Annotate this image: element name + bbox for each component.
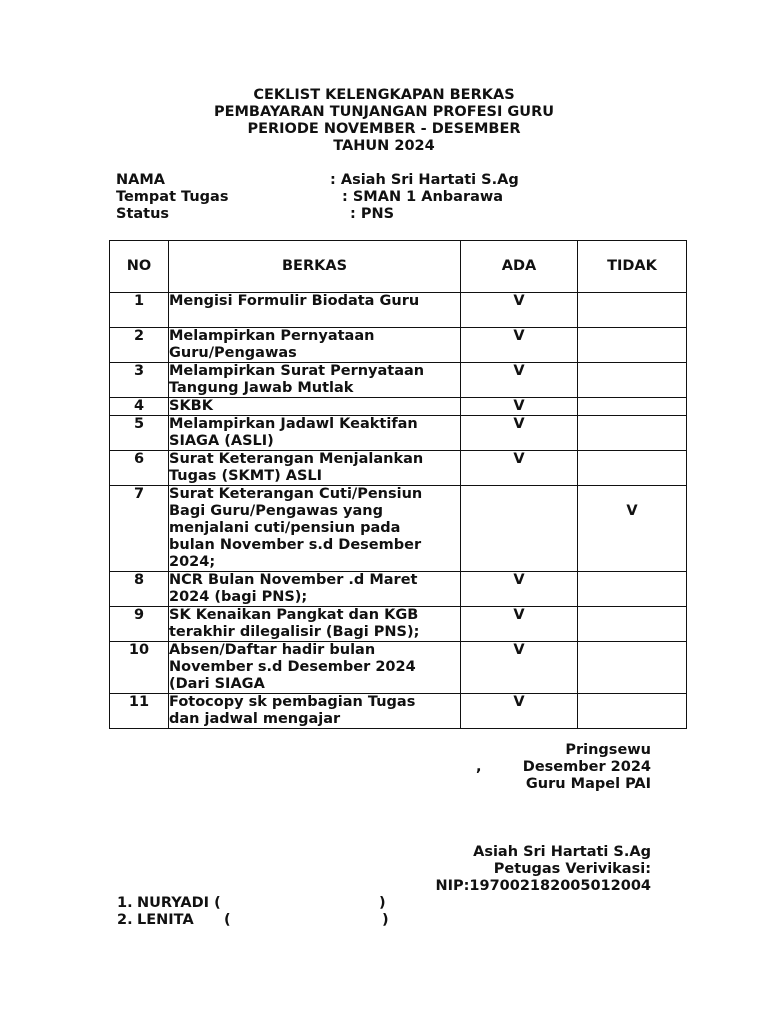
berkas-line: (Dari SIAGA — [169, 676, 265, 692]
row-berkas — [169, 451, 461, 486]
row-berkas — [169, 607, 461, 642]
table-row — [110, 607, 687, 642]
row-no: 6 — [110, 451, 169, 486]
berkas-line: terakhir dilegalisir (Bagi PNS); — [169, 624, 420, 640]
berkas-line: SK Kenaikan Pangkat dan KGB — [169, 607, 419, 623]
row-ada: V — [461, 607, 578, 642]
signature-date: Desember 2024 — [522, 759, 651, 775]
table-header-row — [110, 241, 687, 293]
row-berkas — [169, 398, 461, 416]
verifier-2-close: ) — [382, 912, 389, 928]
signature-place: Pringsewu — [565, 742, 651, 758]
checklist-table — [109, 240, 687, 729]
berkas-line: SKBK — [169, 398, 213, 414]
header-berkas: BERKAS — [169, 241, 461, 293]
row-ada — [461, 486, 578, 572]
row-tidak — [578, 363, 687, 398]
title-line-1: CEKLIST KELENGKAPAN BERKAS — [253, 87, 515, 103]
row-berkas — [169, 416, 461, 451]
verifier-1-number: 1. — [117, 895, 133, 911]
header-ada: ADA — [461, 241, 578, 293]
row-no: 4 — [110, 398, 169, 416]
berkas-line: Melampirkan Jadawl Keaktifan — [169, 416, 418, 432]
berkas-line: Melampirkan Surat Pernyataan — [169, 363, 425, 379]
berkas-line: Surat Keterangan Cuti/Pensiun — [169, 486, 423, 502]
row-tidak — [578, 642, 687, 694]
row-berkas — [169, 293, 461, 328]
row-tidak — [578, 328, 687, 363]
verifier-1-close: ) — [379, 895, 386, 911]
table-row — [110, 486, 687, 572]
row-ada: V — [461, 642, 578, 694]
header-no: NO — [110, 241, 169, 293]
table-row — [110, 416, 687, 451]
berkas-line: SIAGA (ASLI) — [169, 433, 274, 449]
verifier-label: Petugas Verivikasi: — [493, 861, 651, 877]
status-label: Status — [116, 206, 170, 222]
row-no: 8 — [110, 572, 169, 607]
berkas-line: Bagi Guru/Pengawas yang — [169, 503, 383, 519]
berkas-line: November s.d Desember 2024 — [169, 659, 416, 675]
row-berkas — [169, 486, 461, 572]
signature-role: Guru Mapel PAI — [525, 776, 651, 792]
table-row — [110, 642, 687, 694]
berkas-line: Tangung Jawab Mutlak — [169, 380, 354, 396]
row-ada: V — [461, 572, 578, 607]
signature-name: Asiah Sri Hartati S.Ag — [473, 844, 651, 860]
row-tidak — [578, 451, 687, 486]
nama-label: NAMA — [116, 172, 166, 188]
row-ada: V — [461, 328, 578, 363]
table-row — [110, 694, 687, 729]
row-ada: V — [461, 416, 578, 451]
row-no: 3 — [110, 363, 169, 398]
berkas-line: NCR Bulan November .d Maret — [169, 572, 418, 588]
title-line-2: PEMBAYARAN TUNJANGAN PROFESI GURU — [213, 104, 555, 120]
row-ada: V — [461, 293, 578, 328]
berkas-line: Melampirkan Pernyataan — [169, 328, 375, 344]
nama-value: : Asiah Sri Hartati S.Ag — [330, 172, 519, 188]
berkas-line: bulan November s.d Desember — [169, 537, 422, 553]
berkas-line: Tugas (SKMT) ASLI — [169, 468, 323, 484]
row-tidak — [578, 293, 687, 328]
berkas-line: 2024 (bagi PNS); — [169, 589, 308, 605]
berkas-line: Mengisi Formulir Biodata Guru — [169, 293, 420, 309]
berkas-line: 2024; — [169, 554, 216, 570]
table-row — [110, 363, 687, 398]
verifier-1-name: NURYADI ( — [137, 895, 221, 911]
verifier-2-open: ( — [224, 912, 231, 928]
verifier-2-number: 2. — [117, 912, 133, 928]
row-tidak — [578, 694, 687, 729]
row-no: 1 — [110, 293, 169, 328]
row-ada: V — [461, 694, 578, 729]
signature-comma: , — [476, 759, 482, 775]
berkas-line: Absen/Daftar hadir bulan — [169, 642, 376, 658]
row-no: 10 — [110, 642, 169, 694]
row-no: 7 — [110, 486, 169, 572]
table-row — [110, 572, 687, 607]
row-tidak — [578, 607, 687, 642]
tidak-mark: V — [626, 503, 638, 519]
row-tidak — [578, 572, 687, 607]
title-line-3: PERIODE NOVEMBER - DESEMBER — [247, 121, 521, 137]
verifier-nip: NIP:197002182005012004 — [435, 878, 651, 894]
row-ada: V — [461, 398, 578, 416]
row-berkas — [169, 694, 461, 729]
tempat-tugas-label: Tempat Tugas — [116, 189, 229, 205]
verifier-2-name: LENITA — [137, 912, 194, 928]
row-berkas — [169, 328, 461, 363]
row-tidak — [578, 486, 687, 572]
tempat-tugas-value: : SMAN 1 Anbarawa — [342, 189, 504, 205]
row-no: 2 — [110, 328, 169, 363]
table-row — [110, 398, 687, 416]
row-berkas — [169, 363, 461, 398]
header-tidak: TIDAK — [578, 241, 687, 293]
row-tidak — [578, 398, 687, 416]
row-berkas — [169, 642, 461, 694]
berkas-line: Guru/Pengawas — [169, 345, 297, 361]
status-value: : PNS — [350, 206, 395, 222]
berkas-line: dan jadwal mengajar — [169, 711, 341, 727]
row-berkas — [169, 572, 461, 607]
title-line-4: TAHUN 2024 — [333, 138, 435, 154]
row-ada: V — [461, 363, 578, 398]
row-no: 9 — [110, 607, 169, 642]
row-ada: V — [461, 451, 578, 486]
row-no: 5 — [110, 416, 169, 451]
berkas-line: Fotocopy sk pembagian Tugas — [169, 694, 416, 710]
row-no: 11 — [110, 694, 169, 729]
table-row — [110, 451, 687, 486]
table-row — [110, 293, 687, 328]
table-row — [110, 328, 687, 363]
berkas-line: Surat Keterangan Menjalankan — [169, 451, 424, 467]
berkas-line: menjalani cuti/pensiun pada — [169, 520, 401, 536]
row-tidak — [578, 416, 687, 451]
